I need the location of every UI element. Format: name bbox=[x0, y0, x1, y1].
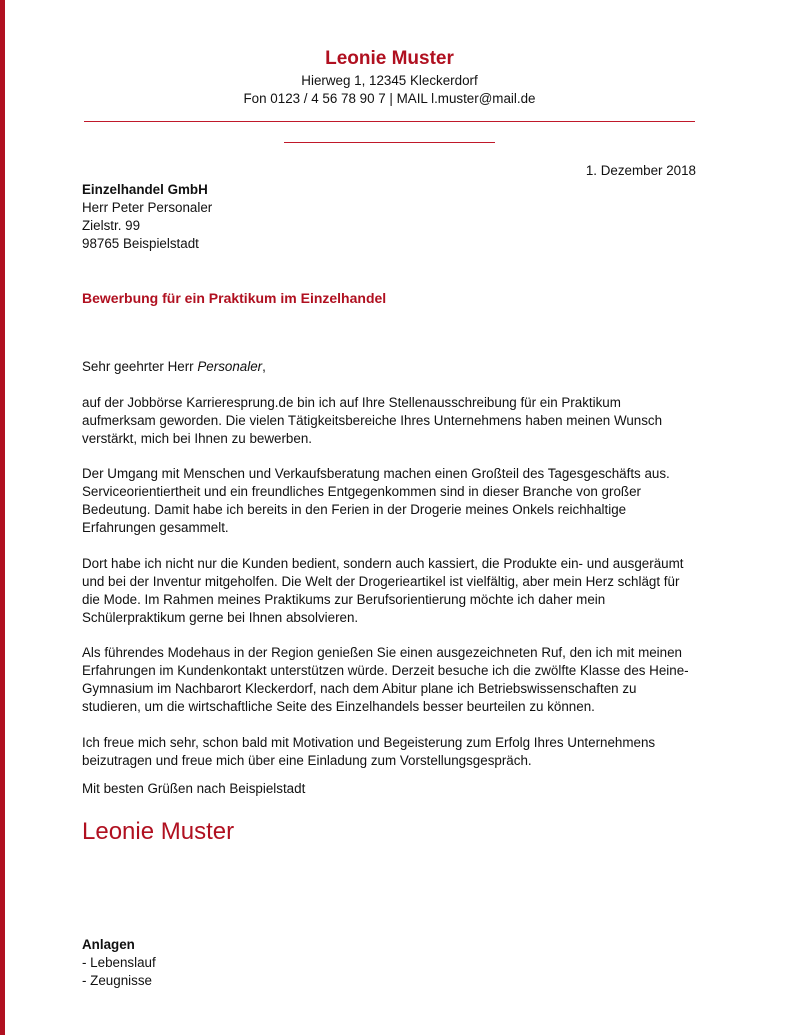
attachments bbox=[82, 936, 156, 990]
letter-date: 1. Dezember 2018 bbox=[585, 163, 696, 178]
sender-name: Leonie Muster bbox=[325, 48, 454, 69]
paragraph: Als führendes Modehaus in der Region genießen Sie einen ausgezeichneten Ruf, den ich mit meinen Erfahrungen im Kundenkontakt unterstützen würde. Derzeit besuche ich die zwölfte Klasse des Heine-Gymnasium im Nachbarort Kleckerdorf, nach dem Abitur plane ich Betriebswissenschaften zu studieren, um die wirtschaftliche Seite des Einzelhandels besser beurteilen zu können. bbox=[82, 645, 689, 714]
recipient-address bbox=[82, 181, 212, 253]
attachment-item: - Zeugnisse bbox=[82, 973, 152, 988]
salutation-suffix: , bbox=[262, 359, 266, 374]
letter-body bbox=[82, 358, 694, 787]
paragraph: Dort habe ich nicht nur die Kunden bedient, sondern auch kassiert, die Produkte ein- und ausgeräumt und bei der Inventur mitgeholfen. Die Welt der Drogerieartikel ist vielfältig, aber mein Herz schlägt für die Mode. Im Rahmen meines Praktikums zur Berufsorientierung möchte ich daher mein Schülerpraktikum gerne bei Ihnen absolvieren. bbox=[82, 555, 684, 625]
letterhead bbox=[84, 46, 695, 108]
recipient-street: Zielstr. 99 bbox=[82, 218, 141, 233]
sender-address: Hierweg 1, 12345 Kleckerdorf bbox=[301, 73, 478, 88]
accent-bar bbox=[0, 0, 5, 1035]
signature: Leonie Muster bbox=[82, 818, 235, 845]
header-divider bbox=[84, 121, 695, 122]
attachment-item: - Lebenslauf bbox=[82, 955, 156, 970]
salutation-name: Personaler bbox=[197, 359, 263, 374]
paragraph: auf der Jobbörse Karrieresprung.de bin ich auf Ihre Stellenausschreibung für ein Praktikum aufmerksam geworden. Die vielen Tätigkeitsbereiche Ihres Unternehmens haben meinen Wunsch verstärkt, mich bei Ihnen zu bewerben. bbox=[82, 394, 663, 446]
header-divider-short bbox=[284, 142, 495, 143]
paragraph: Ich freue mich sehr, schon bald mit Motivation und Begeisterung zum Erfolg Ihres Unternehmens beizutragen und freue mich über eine Einladung zum Vorstellungsgespräch. bbox=[82, 734, 656, 768]
closing-line: Mit besten Grüßen nach Beispielstadt bbox=[82, 781, 306, 796]
recipient-company: Einzelhandel GmbH bbox=[82, 182, 208, 197]
recipient-city: 98765 Beispielstadt bbox=[82, 236, 199, 251]
attachments-title: Anlagen bbox=[82, 937, 135, 952]
salutation bbox=[82, 358, 694, 376]
subject-line: Bewerbung für ein Praktikum im Einzelhandel bbox=[82, 290, 387, 306]
salutation-prefix: Sehr geehrter Herr bbox=[82, 359, 198, 374]
paragraph: Der Umgang mit Menschen und Verkaufsberatung machen einen Großteil des Tagesgeschäfts aus. Serviceorientiertheit und ein freundliches Entgegenkommen sind in dieser Branche von großer Bedeutung. Damit habe ich bereits in den Ferien in der Drogerie meines Onkels reichhaltige Erfahrungen gesammelt. bbox=[82, 466, 670, 535]
sender-contact: Fon 0123 / 4 56 78 90 7 | MAIL l.muster@mail.de bbox=[243, 91, 536, 106]
recipient-person: Herr Peter Personaler bbox=[82, 200, 213, 215]
